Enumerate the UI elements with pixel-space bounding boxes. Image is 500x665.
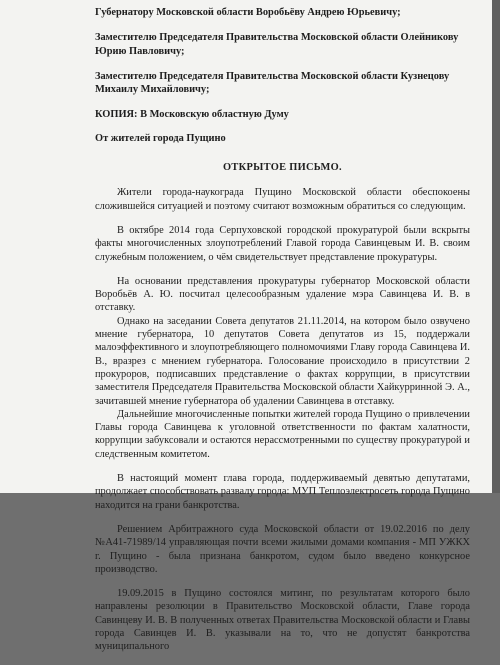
body-paragraph: Решением Арбитражного суда Московской области от 19.02.2016 по делу №А41-71989/14 управляющая почти всеми жилыми домами компания - МП УЖКХ г. Пущино - была признана банкротом, судом было введено конкурсное производство. [95, 523, 470, 575]
page-edge-shadow [492, 0, 500, 493]
body-paragraph: Однако на заседании Совета депутатов 21.11.2014, на котором было озвучено мнение губернатора, 10 депутатов Совета депутатов из 15, поддержали малоэффективного и злоупотребляющего полномочиями Главу города Савинцева И. В., вразрез с мнением губернатора. Голосование происходило в присутствии 2 прокуроров, подписавших представление о фактах коррупции, в присутствии заместителя Председателя Правительства Московской области Хайкурринной Э. А., зачитавшей мнение губернатора об удалении Савинцева в отставку. [95, 315, 470, 407]
letter-text [95, 6, 470, 665]
addressee-deputy-oleynikov: Заместителю Председателя Правительства Московской области Олейникову Юрию Павловичу; [95, 32, 459, 57]
letter-body [95, 186, 470, 653]
body-paragraph: В настоящий момент глава города, поддерживаемый девятью депутатами, продолжает способствовать развалу города: МУП Теплоэлектросеть города Пущино находится на грани банкротства. [95, 473, 470, 511]
letter-title: ОТКРЫТОЕ ПИСЬМО. [223, 162, 342, 174]
body-paragraph: На основании представления прокуратуры губернатор Московской области Воробьёв А. Ю. посчитал целесообразным удаление мэра Савинцева И. В. в отставку. [95, 275, 470, 314]
addressee-deputy-kuznetsov: Заместителю Председателя Правительства Московской области Кузнецову Михаилу Михайловичу; [95, 70, 450, 96]
letter-sender: От жителей города Пущино [95, 132, 226, 144]
body-paragraph: Дальнейшие многочисленные попытки жителей города Пущино о привлечении Главы города Савинцева к уголовной ответственности по фактам халатности, коррупции забуксовали и остаются нерассмотренными по существу прокуратурой и следственным комитетом. [95, 408, 470, 460]
addressee-governor: Губернатору Московской области Воробьёву Андрею Юрьевичу; [95, 7, 401, 18]
body-paragraph: В октябре 2014 года Серпуховской городской прокуратурой были вскрыты факты многочисленных злоупотреблений Главой города Савинцевым И. В. своим служебным положением, о чём свидетельствует представление прокуратуры. [95, 224, 470, 263]
body-paragraph: Жители города-наукограда Пущино Московской области обеспокоены сложившейся ситуацией и поэтому считают возможным обратиться со следующим. [95, 187, 470, 212]
body-paragraph: 19.09.2015 в Пущино состоялся митинг, по результатам которого было направлены резолюции в Правительство Московской области, Главе города Савинцеву И. В. В полученных ответах Правительства Московской области и Главы города Савинцев И. В. указывали на то, что не допустят банкротства муниципального [95, 588, 470, 653]
addressee-block [95, 6, 470, 145]
addressee-copy-duma: КОПИЯ: В Московскую областную Думу [95, 109, 289, 121]
